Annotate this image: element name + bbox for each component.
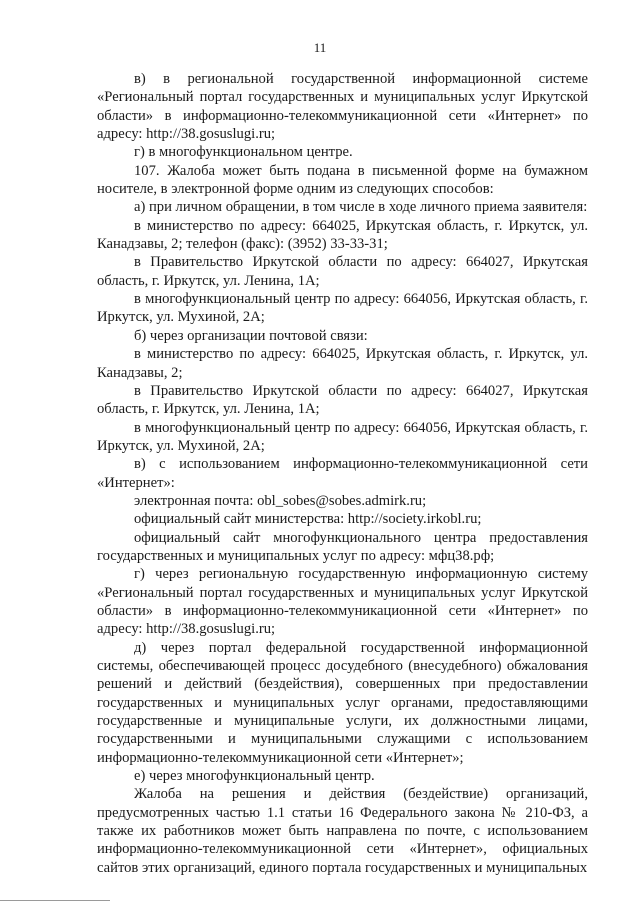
paragraph-mfc-site: официальный сайт многофункционального центра предоставления государственных и муниципальных услуг по адресу: мфц38.рф; — [97, 529, 588, 564]
paragraph-regional-portal: г) через региональную государственную информационную систему «Региональный портал государственных и муниципальных услуг Иркутской области» в информационно-телекоммуникационной сети «Интернет» по адресу: http://38.gosuslugi.ru; — [97, 566, 588, 638]
paragraph-federal-portal: д) через портал федеральной государственной информационной системы, обеспечивающей процесс досудебного (внесудебного) обжалования решений и действий (бездействия), совершенных при предоставлении государственных и муниципальных услуг органами, предоставляющими государственные и муниципальные услуги, их должностными лицами, государственными и муниципальными служащими с использованием информационно-телекоммуникационной сети «Интернет»; — [97, 639, 588, 766]
paragraph-mfc: г) в многофункциональном центре. — [134, 144, 353, 161]
paragraph-postal: б) через организации почтовой связи: — [134, 327, 368, 344]
paragraph-complaint-organizations: Жалоба на решения и действия (бездействие) организаций, предусмотренных частью 1.1 статьи 16 Федерального закона № 210-ФЗ, а также их работников может быть направлена по почте, с использованием информационно-телекоммуникационной сети «Интернет», официальных сайтов этих организаций, единого портала государственных и муниципальных — [97, 786, 588, 876]
paragraph-government-address: в Правительство Иркутской области по адресу: 664027, Иркутская область, г. Иркутск, ул. Ленина, 1А; — [97, 254, 588, 289]
paragraph-government-postal-address: в Правительство Иркутской области по адресу: 664027, Иркутская область, г. Иркутск, ул. Ленина, 1А; — [97, 382, 588, 418]
paragraph-ministry-site: официальный сайт министерства: http://society.irkobl.ru; — [134, 511, 482, 528]
page-number: 11 — [313, 40, 327, 55]
paragraph-email: электронная почта: obl_sobes@sobes.admirk.ru; — [134, 492, 427, 509]
paragraph-via-mfc: е) через многофункциональный центр. — [134, 768, 375, 785]
paragraph-personal-appeal: а) при личном обращении, в том числе в ходе личного приема заявителя: — [134, 199, 588, 216]
footer-rule — [0, 900, 110, 901]
paragraph-mfc-postal-address: в многофункциональный центр по адресу: 664056, Иркутская область, г. Иркутск, ул. Мухиной, 2А; — [97, 419, 588, 454]
paragraph-internet: в) с использованием информационно-телекоммуникационной сети «Интернет»: — [97, 456, 588, 491]
paragraph-107: 107. Жалоба может быть подана в письменной форме на бумажном носителе, в электронной форме одним из следующих способов: — [97, 162, 588, 198]
paragraph-portal-region: в) в региональной государственной информационной системе «Региональный портал государственных и муниципальных услуг Иркутской области» в информационно-телекоммуникационной сети «Интернет» по адресу: http://38.gosuslugi.ru; — [97, 71, 588, 143]
paragraph-mfc-address: в многофункциональный центр по адресу: 664056, Иркутская область, г. Иркутск, ул. Мухиной, 2А; — [97, 291, 588, 326]
paragraph-ministry-postal-address: в министерство по адресу: 664025, Иркутская область, г. Иркутск, ул. Канадзавы, 2; — [97, 346, 588, 381]
document-body — [97, 70, 588, 877]
paragraph-ministry-address: в министерство по адресу: 664025, Иркутская область, г. Иркутск, ул. Канадзавы, 2; телефон (факс): (3952) 33-33-31; — [97, 217, 588, 253]
